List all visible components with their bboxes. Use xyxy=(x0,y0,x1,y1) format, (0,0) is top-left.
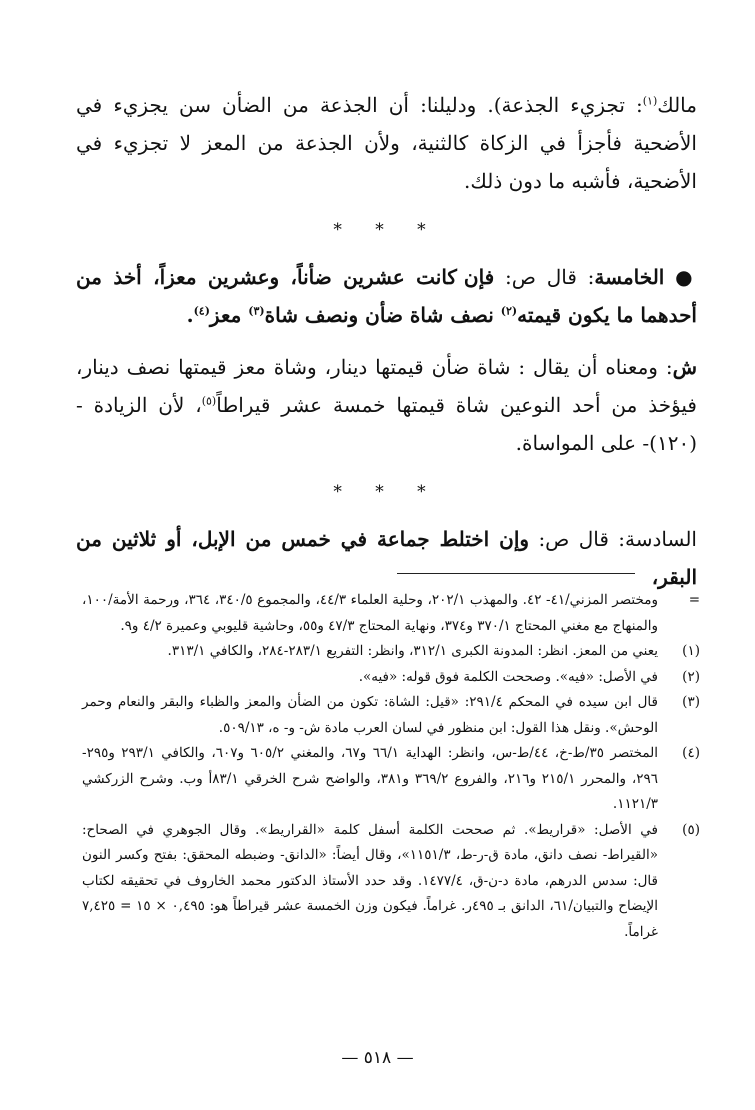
footnote-ref-3[interactable]: (٣) xyxy=(248,304,265,318)
paragraph-1 xyxy=(76,86,697,200)
paragraph-2 xyxy=(76,258,697,334)
page-number: — ٥١٨ — xyxy=(341,1048,414,1068)
footnote-4 xyxy=(82,741,700,818)
p3-text-2: ، لأن الزيادة -(١٢٠)- على المواساة. xyxy=(76,393,697,455)
p4-intro: : قال ص: xyxy=(529,527,626,551)
footnote-text: ومختصر المزني/٤١- ٤٢. والمهذب ٢٠٢/١، وحلية العلماء ٤٤/٣، والمجموع ٣٤٠/٥، ٣٦٤، ورحمة الأمة/١٠٠، والمنهاج مع مغني المحتاج ٣٧٠/١ و٣٧٤، ونهاية المحتاج ٤٧/٣ و٥٥، وحاشية قليوبي وعميرة ٤/٢ و٩. xyxy=(82,592,658,634)
p2-text-1: فإن كانت عشرين ضأناً، وعشرين معزاً، أخذ من أحدهما ما يكون قيمته xyxy=(76,265,697,327)
footnote-2 xyxy=(82,665,700,691)
footnote-text: يعني من المعز. انظر: المدونة الكبرى ٣١٢/١، وانظر: التفريع ٢٨٣/١-٢٨٤، والكافي ٣١٣/١. xyxy=(167,643,658,659)
bullet-icon: ● xyxy=(675,265,697,289)
footnotes xyxy=(82,588,700,945)
footnote-ref-4[interactable]: (٤) xyxy=(193,304,210,318)
footnote-text: في الأصل: «قراريط». ثم صححت الكلمة أسفل كلمة «القراريط». وقال الجوهري في الصحاح: «القيراط- نصف دانق، مادة ق-ر-ط، ١١٥١/٣»، وقال أيضاً: «الدانق- وضبطه المحقق: بفتح وكسر النون قال: سدس الدرهم، مادة د-ن-ق، ١٤٧٧/٤. وقد حدد الأستاذ الدكتور محمد الخاروف في تحقيقه لكتاب الإيضاح والتبيان/٦١، الدانق بـ ٤٩٥ر. غراماً. فيكون وزن الخمسة عشر قيراطاً هو: ٠,٤٩٥ × ١٥ = ٧,٤٢٥ غراماً. xyxy=(82,821,659,940)
p2-intro: : قال ص: xyxy=(494,265,595,289)
footnote-ref-5[interactable]: (٥) xyxy=(201,394,217,408)
footnote-ref-1[interactable]: (١) xyxy=(642,94,658,108)
commentary-marker: ش xyxy=(672,355,697,379)
footnote-number: (١) xyxy=(682,643,700,659)
section-separator: * * * xyxy=(333,220,440,240)
paragraph-4 xyxy=(76,520,697,596)
p2-end: . xyxy=(186,303,194,327)
footnote-text: قال ابن سيده في المحكم ٢٩١/٤: «قيل: الشاة: تكون من الضأن والمعز والظباء والبقر والنعام وحمر الوحش». ونقل هذا القول: ابن منظور في لسان العرب مادة ش- و- ه، ٥٠٩/١٣. xyxy=(82,694,658,736)
section-heading-fifth: الخامسة xyxy=(594,265,665,289)
footnote-5 xyxy=(82,818,700,946)
footnote-text: المختصر ٣٥/ط-خ، ٤٤/ط-س، وانظر: الهداية ٦٦/١ و٦٧، والمغني ٦٠٥/٢ و٦٠٧، والكافي ٢٩٣/١ و٢٩٥- ٢٩٦، والمحرر ٢١٥/١ و٢١٦، والفروع ٣٦٩/٢ و٣٨١، والواضح شرح الخرقي ٨٣/١أ وب. وشرح الزركشي ١١٢١/٣. xyxy=(82,745,658,812)
footnote-number: (٤) xyxy=(682,745,700,761)
section-separator-2: * * * xyxy=(333,482,440,502)
footnote-text: في الأصل: «فيه». وصححت الكلمة فوق قوله: «فيه». xyxy=(358,668,658,685)
footnote-ref-2[interactable]: (٢) xyxy=(500,304,518,318)
p1-text-end: : تجزيء الجذعة). ودليلنا: أن الجذعة من الضأن سن يجزيء في الأضحية فأجزأ في الزكاة كالثنية، ولأن الجذعة من المعز لا تجزيء في الأضحية، فأشبه ما دون ذلك. xyxy=(76,93,697,193)
p4-text: وإن اختلط جماعة في خمس من الإبل، أو ثلاثين من البقر، xyxy=(76,527,697,589)
footnote-number: = xyxy=(688,592,700,608)
section-heading-sixth: السادسة xyxy=(625,527,697,551)
footnote-1 xyxy=(82,639,700,665)
p3-text-1: : ومعناه أن يقال : شاة ضأن قيمتها دينار، وشاة معز قيمتها نصف دينار، فيؤخذ من أحد النوعين شاة قيمتها خمسة عشر قيراطاً xyxy=(76,355,697,417)
footnote-number: (٥) xyxy=(682,821,700,838)
footnote-3 xyxy=(82,690,700,741)
footnote-continued xyxy=(82,588,700,639)
footnote-divider xyxy=(397,573,635,574)
p2-text-2: نصف شاة ضأن ونصف شاة xyxy=(264,303,501,327)
main-text xyxy=(76,86,697,596)
footnote-number: (٢) xyxy=(682,668,700,685)
p1-text-start: مالك xyxy=(657,93,697,117)
footnote-number: (٣) xyxy=(682,694,700,710)
p2-text-3: معز xyxy=(209,303,249,327)
paragraph-3 xyxy=(76,348,697,462)
